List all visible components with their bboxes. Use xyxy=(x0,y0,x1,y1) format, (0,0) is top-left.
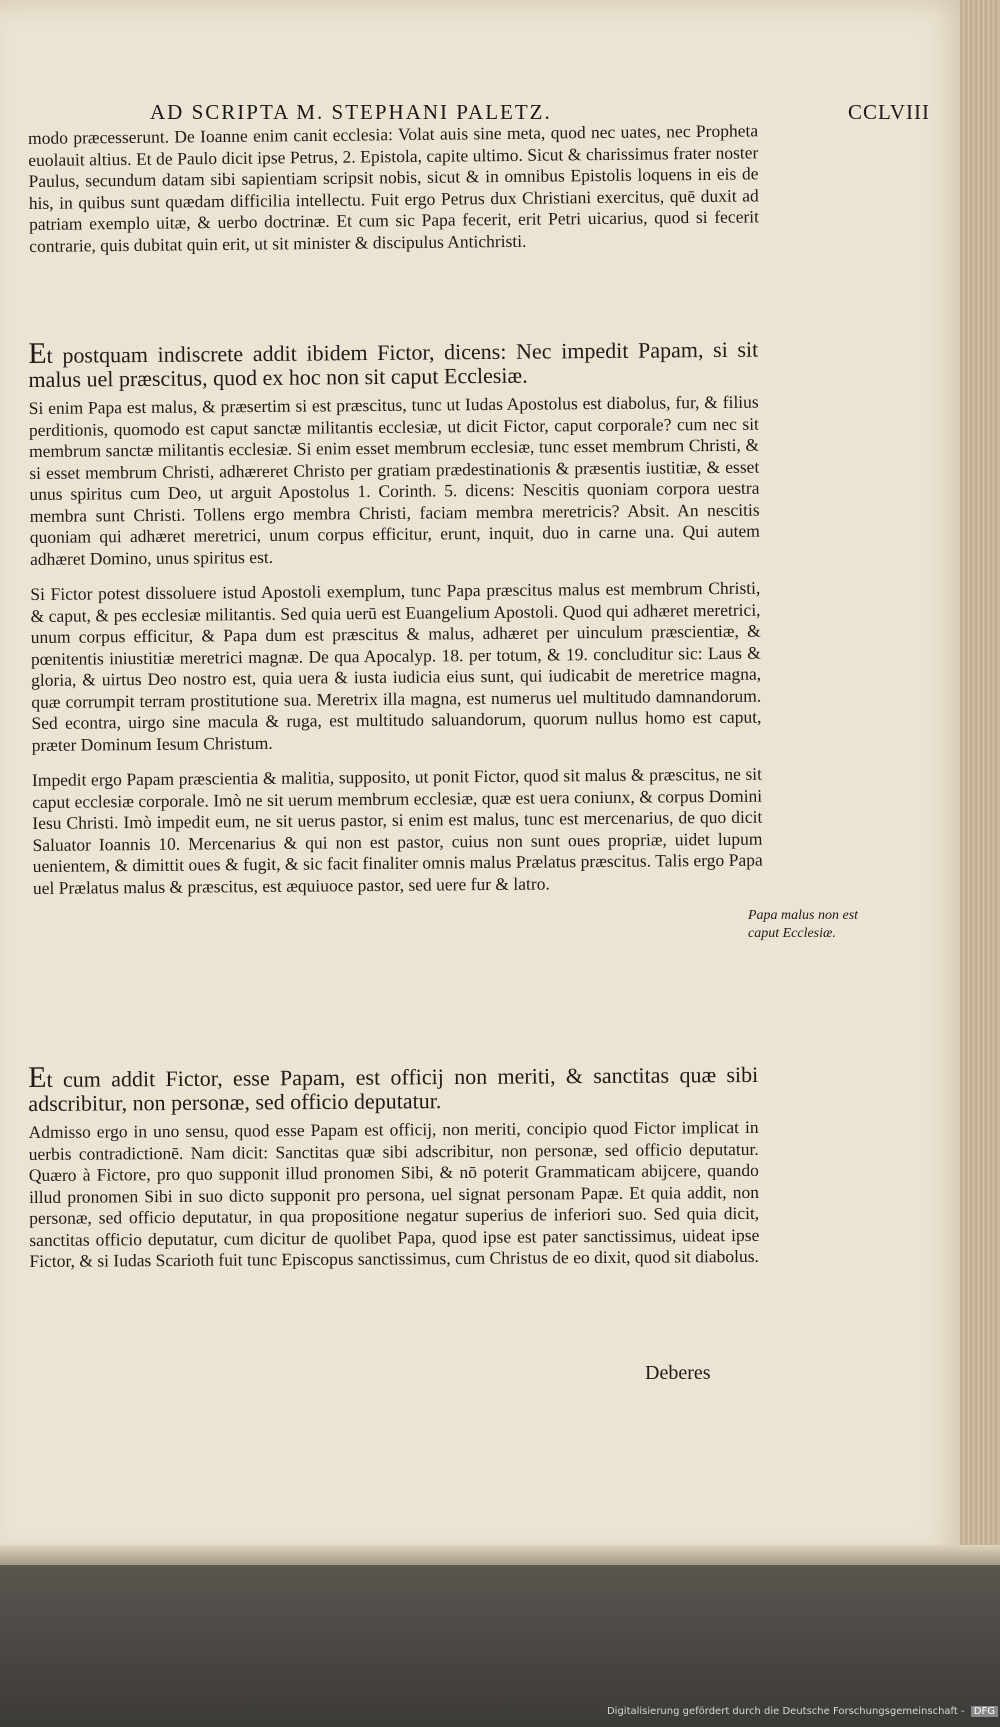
paragraph-5: Admisso ergo in uno sensu, quod esse Papam est officij, non meriti, concipio quod Fictor implicat in uerbis contradictionē. Nam dicit: Sanctitas quæ sibi adscribitur, non personæ, sed officio deputatur. Quæro à Fictore, pro quo supponit illud pronomen Sibi, & nō poterit Grammaticam abijcere, quando illud pronomen Sibi in suo dicto supponit pro persona, uel signat personam Papæ. Et quia addit, non personæ, sed officio deputatur, in qua propositione negatur superius de inferiori suo. Sed quia dicit, sanctitas officio deputatur, cum dicitur de quolibet Papa, quod ipse est pater sanctissimus, uideat ipse Fictor, & si Iudas Scarioth fuit tunc Episcopus sanctissimus, cum Christus de eo dixit, quod sit diabolus. xyxy=(28,1116,760,1271)
folio-number: CCLVIII xyxy=(847,100,930,124)
page-edge-bottom xyxy=(0,1545,1000,1565)
marginal-note: Papa malus non est caput Ecclesiæ. xyxy=(748,908,859,941)
page-edge xyxy=(960,0,1000,1560)
scan-shadow xyxy=(0,1565,1000,1727)
lemma-2: Et cum addit Fictor, esse Papam, est officij non meriti, & sanctitas quæ sibi adscribitur, non personæ, sed officio deputatur. xyxy=(28,1060,759,1116)
paragraph-2: Si enim Papa est malus, & præsertim si est præscitus, tunc ut Iudas Apostolus est diabolus, fur, & filius perditionis, quomodo est caput sanctæ militantis ecclesiæ, ut dicit Fictor, caput corporale? cum nec sit membrum sanctæ militantis ecclesiæ. Si enim esset membrum ecclesiæ, tunc esset membrum Christi, & si esset membrum Christi, adhæreret Christo per gratiam prædestinationis & præsentis iustitiæ, & esset unus spiritus cum Deo, ut arguit Apostolus 1. Corinth. 5. dicens: Nescitis quoniam corpora uestra membra sunt Christi. Tollens ergo membra Christi, faciam membra meretricis? Absit. An nescitis quoniam qui adhæret meretrici, unum corpus efficitur, erunt, inquit, duo in carne una. Qui autem adhæret Domino, unus spiritus est. xyxy=(28,391,760,569)
lemma-1: Et postquam indiscrete addit ibidem Fictor, dicens: Nec impedit Papam, si sit malus uel præscitus, quod ex hoc non sit caput Ecclesiæ. xyxy=(28,336,759,392)
paragraph-3: Si Fictor potest dissoluere istud Apostoli exemplum, tunc Papa præscitus malus est membrum Christi, & caput, & pes ecclesiæ militantis. Sed quia uerū est Euangelium Apostoli. Quod qui adhæret meretrici, unum corpus efficitur, & Papa dum est præscitus & malus, adhæret per uinculum præscientiæ, & pœnitentis iniustitiæ meretrici magnæ. De qua Apocalyp. 18. per totum, & 19. concluditur sic: Laus & gloria, & uirtus Deo nostro est, quia uera & iusta iudicia eius sunt, qui iudicabit de meretrice magna, quæ corrumpit terram prostitutione sua. Meretrix illa magna, est numerus uel multitudo damnandorum. Sed econtra, uirgo sine macula & ruga, est multitudo saluandorum, quorum nullus homo est caput, præter Dominum Iesum Christum. xyxy=(30,577,762,755)
running-header xyxy=(150,100,930,125)
text-block-top xyxy=(28,120,759,271)
dfg-logo: DFG xyxy=(971,1706,998,1717)
paragraph-1: modo præcesserunt. De Ioanne enim canit ecclesia: Volat auis sine meta, quod nec uates, nec Propheta euolauit altius. Et de Paulo dicit ipse Petrus, 2. Epistola, capite ultimo. Sicut & charissimus frater noster Paulus, secundum datam sibi sapientiam scripsit nobis, sicut & in omnibus Epistolis loquens in eis de his, in quibus sunt quædam difficilia intellectu. Fuit ergo Petrus dux Christiani exercitus, quē duxit ad patriam exemplo uitæ, & uerbo doctrinæ. Et cum sic Papa fecerit, erit Petri uicarius, quod si fecerit contrarie, quis dubitat quin erit, ut sit minister & discipulus Antichristi. xyxy=(28,120,760,256)
text-block-middle xyxy=(28,320,763,913)
catchword: Deberes xyxy=(645,1362,711,1384)
text-block-bottom xyxy=(28,1045,760,1287)
running-title: AD SCRIPTA M. STEPHANI PALETZ. xyxy=(150,100,552,124)
paragraph-4: Impedit ergo Papam præscientia & malitia, supposito, ut ponit Fictor, quod sit malus & præscitus, ne sit caput ecclesiæ corporale. Imò ne sit uerum membrum ecclesiæ, quæ est uera coniunx, & corpus Domini Iesu Christi. Imò impedit eum, ne sit uerus pastor, si enim est malus, tunc est mercenarius, de quo dicit Saluator Ioannis 10. Mercenarius & qui non est pastor, cuius non sunt oues propriæ, uidet lupum uenientem, & dimittit oues & fugit, & sic facit finaliter omnis malus Prælatus præscitus. Talis ergo Papa uel Prælatus malus & præscitus, est æquiuoce pastor, sed uere fur & latro. xyxy=(31,763,763,898)
digitization-credit xyxy=(0,1706,998,1717)
credit-text: Digitalisierung gefördert durch die Deutsche Forschungsgemeinschaft - xyxy=(606,1706,965,1717)
